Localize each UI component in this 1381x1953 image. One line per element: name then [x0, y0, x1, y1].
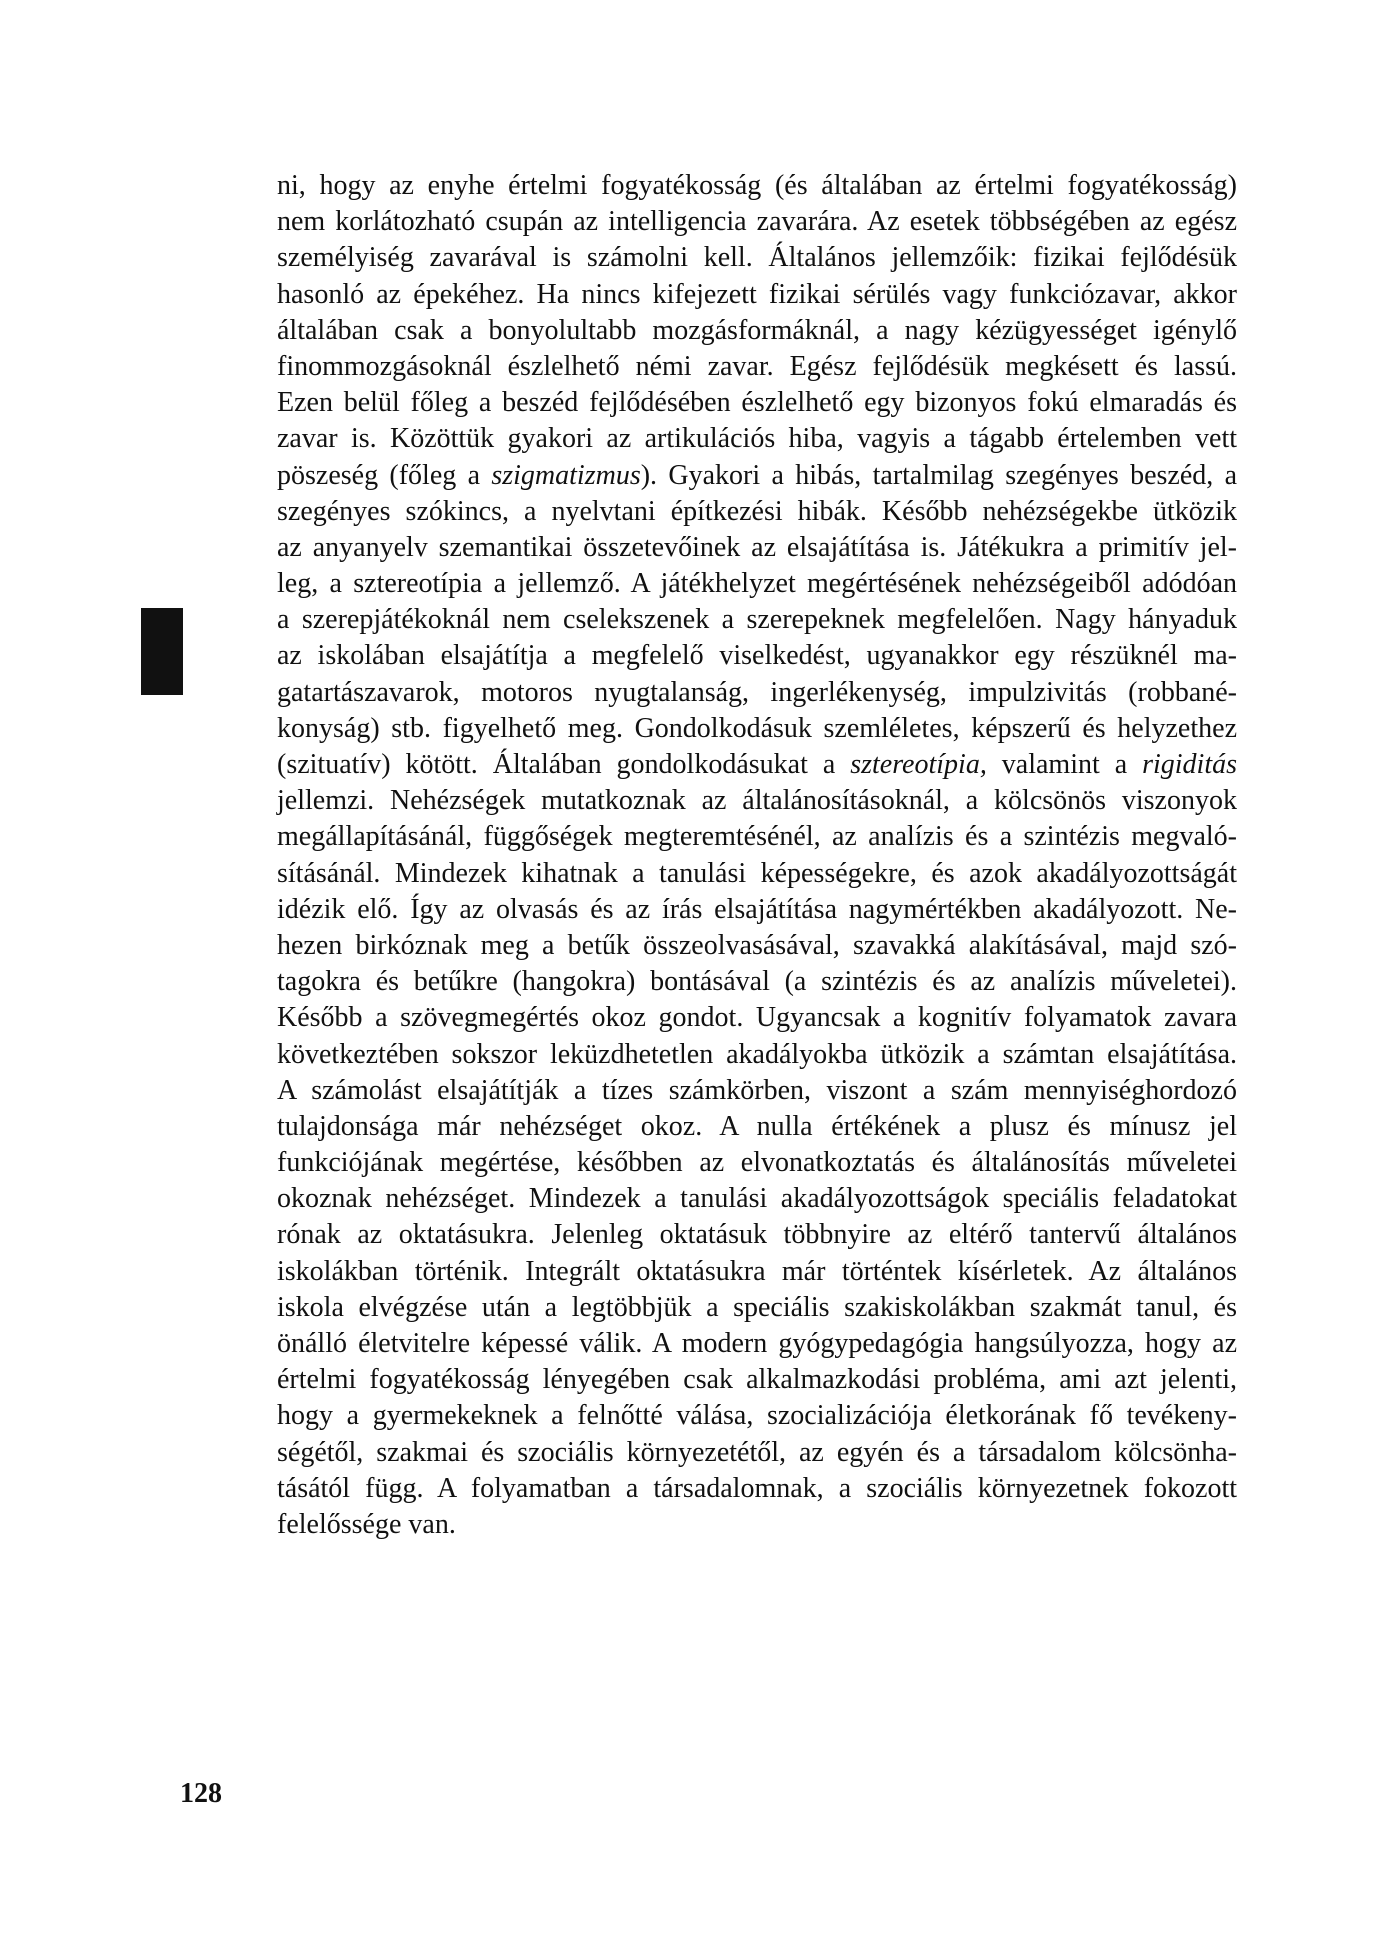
text-line: [277, 1073, 1237, 1109]
text-run: tulajdonsága már nehézséget okoz. A nulla értékének a plusz és mínusz jel: [277, 1110, 1237, 1142]
text-line: [277, 458, 1237, 494]
text-line: [277, 204, 1237, 240]
text-line: [277, 1362, 1237, 1398]
text-run: iskola elvégzése után a legtöbbjük a speciális szakiskolákban szakmát tanul, és: [277, 1291, 1237, 1323]
text-line: [277, 711, 1237, 747]
text-run: pöszeség (főleg a: [277, 459, 492, 491]
text-line: [277, 1109, 1237, 1145]
italic-term: sztereotípia,: [850, 749, 987, 780]
text-run: hezen birkóznak meg a betűk összeolvasásával, szavakká alakításával, majd szó-: [277, 929, 1237, 961]
text-run: hasonló az épekéhez. Ha nincs kifejezett fizikai sérülés vagy funkciózavar, akkor: [277, 278, 1237, 310]
text-line: [277, 819, 1237, 855]
text-line: [277, 240, 1237, 276]
text-line: [277, 856, 1237, 892]
text-line: [277, 747, 1237, 783]
text-run: az iskolában elsajátítja a megfelelő viselkedést, ugyanakkor egy részüknél ma-: [277, 640, 1237, 672]
text-line: [277, 277, 1237, 313]
text-line: [277, 530, 1237, 566]
text-run: valamint a: [986, 749, 1143, 780]
text-run: személyiség zavarával is számolni kell. Általános jellemzőik: fizikai fejlődésük: [277, 242, 1237, 274]
text-run: következtében sokszor leküzdhetetlen akadályokba ütközik a számtan elsajátítása.: [277, 1038, 1237, 1070]
text-line: [277, 566, 1237, 602]
text-run: szegényes szókincs, a nyelvtani építkezési hibák. Később nehézségekbe ütközik: [277, 495, 1237, 527]
text-run: felelőssége van.: [277, 1508, 456, 1540]
italic-term: rigiditás: [1142, 749, 1238, 780]
text-run: finommozgásoknál észlelhető némi zavar. Egész fejlődésük megkésett és lassú.: [277, 350, 1237, 382]
text-line: [277, 675, 1237, 711]
text-line: [277, 892, 1237, 928]
text-line: [277, 1217, 1237, 1253]
text-line: [277, 1326, 1237, 1362]
text-run: funkciójának megértése, későbben az elvonatkoztatás és általánosítás műveletei: [277, 1147, 1237, 1179]
text-run: idézik elő. Így az olvasás és az írás elsajátítása nagymértékben akadályozott. Ne-: [277, 893, 1237, 925]
text-line: [277, 602, 1237, 638]
text-line: [277, 964, 1237, 1000]
italic-term: szigmatizmus: [491, 459, 641, 491]
text-line: [277, 1507, 1237, 1543]
text-line: [277, 1290, 1237, 1326]
text-run: ni, hogy az enyhe értelmi fogyatékosság (és általában az értelmi fogyatékosság): [277, 170, 1237, 201]
text-run: tásától függ. A folyamatban a társadalomnak, a szociális környezetnek fokozott: [277, 1472, 1237, 1504]
text-run: konyság) stb. figyelhető meg. Gondolkodásuk szemléletes, képszerű és helyzethez: [277, 712, 1237, 744]
text-line: [277, 638, 1237, 674]
text-run: zavar is. Közöttük gyakori az artikulációs hiba, vagyis a tágabb értelemben vett: [277, 423, 1237, 455]
text-line: [277, 385, 1237, 421]
text-run: általában csak a bonyolultabb mozgásformáknál, a nagy kézügyességet igénylő: [277, 314, 1237, 346]
text-line: [277, 1435, 1237, 1471]
chapter-marker-bar: [141, 608, 183, 695]
text-line: [277, 1037, 1237, 1073]
text-run: ségétől, szakmai és szociális környezetétől, az egyén és a társadalom kölcsönha-: [277, 1436, 1237, 1468]
text-run: a szerepjátékoknál nem cselekszenek a szerepeknek megfelelően. Nagy hányaduk: [277, 604, 1237, 636]
text-run: sításánál. Mindezek kihatnak a tanulási képességekre, és azok akadályozottságát: [277, 857, 1237, 889]
text-run: az anyanyelv szemantikai összetevőinek az elsajátítása is. Játékukra a primitív jel-: [277, 531, 1237, 563]
text-run: hogy a gyermekeknek a felnőtté válása, szocializációja életkorának fő tevékeny-: [277, 1400, 1237, 1432]
text-run: (szituatív) kötött. Általában gondolkodásukat a: [277, 749, 851, 780]
text-line: [277, 349, 1237, 385]
text-line: [277, 168, 1237, 204]
text-line: [277, 1000, 1237, 1036]
text-run: tagokra és betűkre (hangokra) bontásával (a szintézis és az analízis műveletei).: [277, 966, 1237, 998]
text-run: önálló életvitelre képessé válik. A modern gyógypedagógia hangsúlyozza, hogy az: [277, 1328, 1237, 1359]
text-run: iskolákban történik. Integrált oktatásukra már történtek kísérletek. Az általános: [277, 1255, 1237, 1287]
text-line: [277, 1471, 1237, 1507]
text-line: [277, 494, 1237, 530]
text-run: leg, a sztereotípia a jellemző. A játékhelyzet megértésének nehézségeiből adódóan: [277, 568, 1237, 600]
text-line: [277, 1254, 1237, 1290]
body-paragraph: [277, 168, 1237, 1543]
text-line: [277, 1181, 1237, 1217]
text-line: [277, 783, 1237, 819]
text-line: [277, 928, 1237, 964]
text-run: Később a szövegmegértés okoz gondot. Ugyancsak a kognitív folyamatok zavara: [277, 1002, 1237, 1034]
text-run: gatartászavarok, motoros nyugtalanság, ingerlékenység, impulzivitás (robbané-: [277, 676, 1237, 708]
text-run: A számolást elsajátítják a tízes számkörben, viszont a szám mennyiséghordozó: [277, 1074, 1237, 1106]
text-run: okoznak nehézséget. Mindezek a tanulási akadályozottságok speciális feladatokat: [277, 1183, 1237, 1215]
page-number: 128: [180, 1778, 222, 1809]
text-line: [277, 313, 1237, 349]
text-line: [277, 421, 1237, 457]
text-line: [277, 1398, 1237, 1434]
text-run: jellemzi. Nehézségek mutatkoznak az általánosításoknál, a kölcsönös viszonyok: [277, 785, 1237, 817]
text-run: megállapításánál, függőségek megteremtésénél, az analízis és a szintézis megvaló-: [277, 821, 1237, 853]
text-run: nem korlátozható csupán az intelligencia zavarára. Az esetek többségében az egész: [277, 206, 1237, 238]
text-run: Ezen belül főleg a beszéd fejlődésében észlelhető egy bizonyos fokú elmaradás és: [277, 387, 1237, 419]
text-run: rónak az oktatásukra. Jelenleg oktatásuk többnyire az eltérő tantervű általános: [277, 1219, 1237, 1251]
text-line: [277, 1145, 1237, 1181]
text-run: értelmi fogyatékosság lényegében csak alkalmazkodási probléma, ami azt jelenti,: [277, 1364, 1237, 1396]
text-run: ). Gyakori a hibás, tartalmilag szegényes beszéd, a: [640, 459, 1237, 491]
